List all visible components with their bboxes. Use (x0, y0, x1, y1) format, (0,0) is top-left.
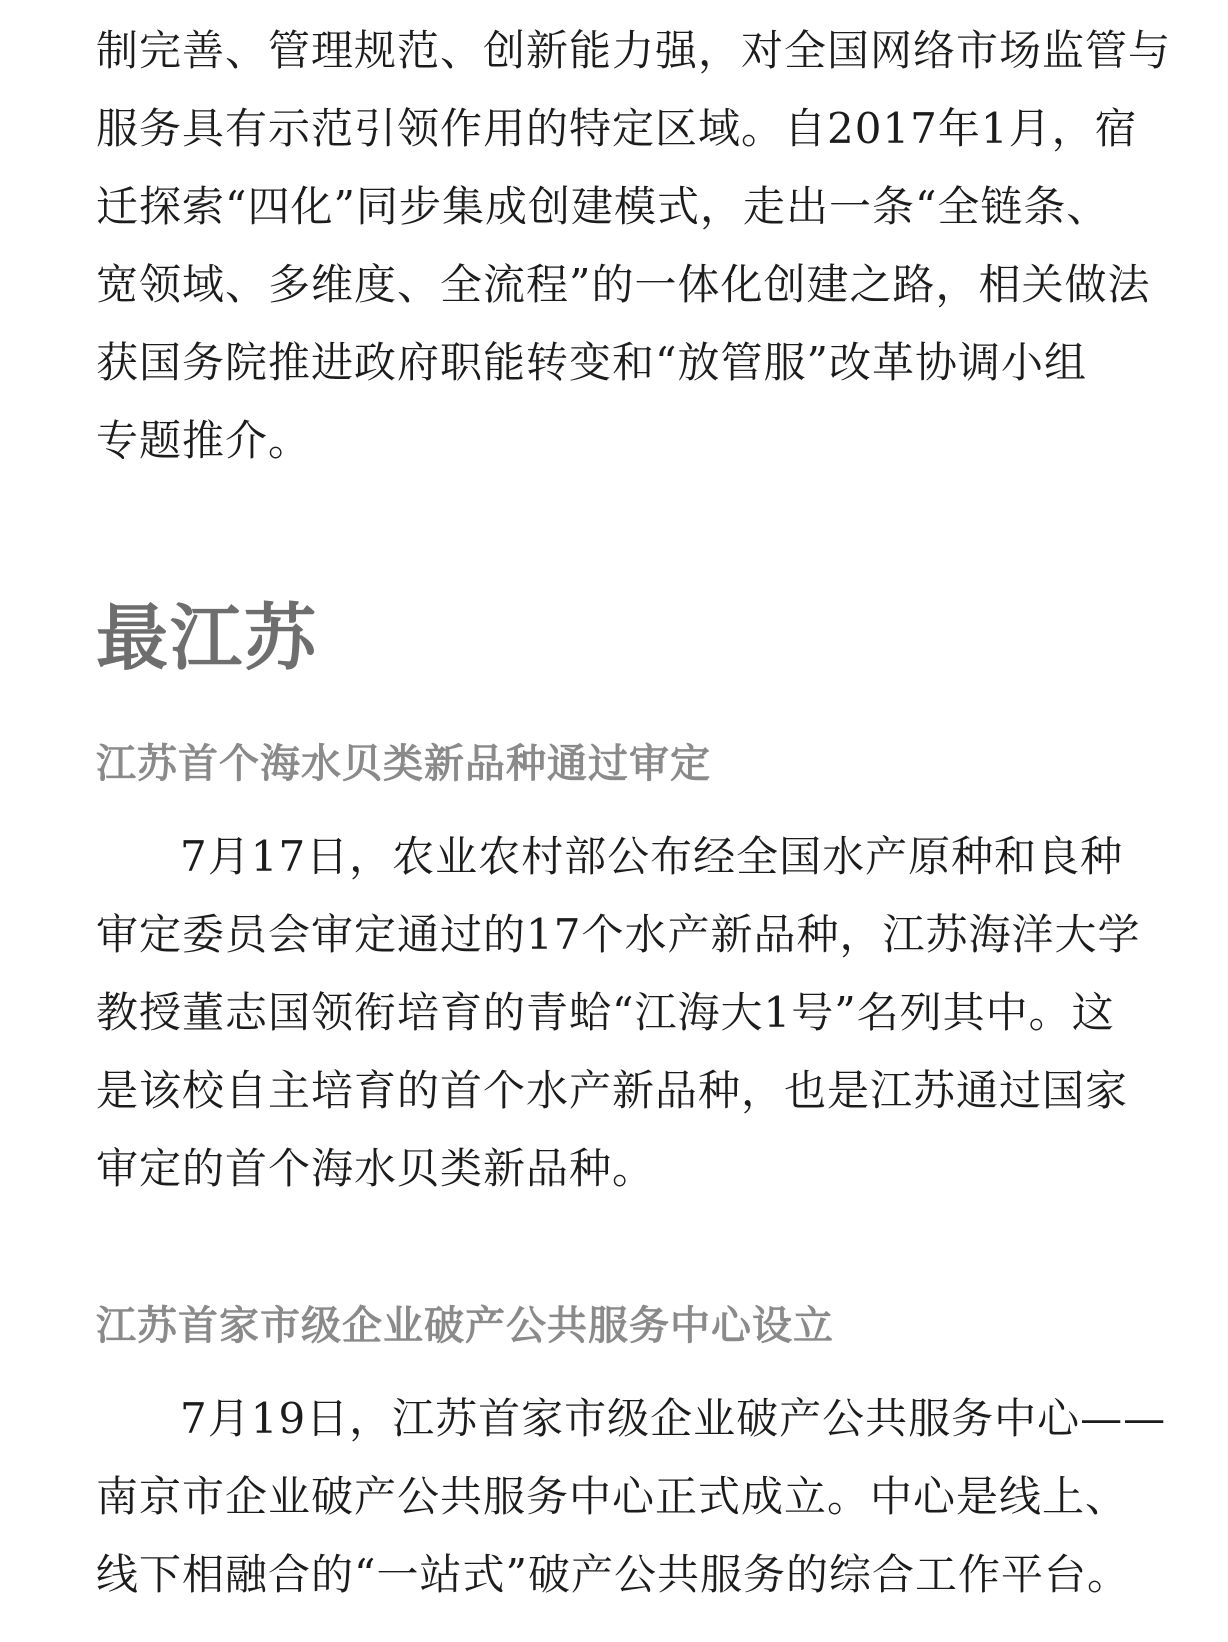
article-headline: 江苏首家市级企业破产公共服务中心设立 (96, 1302, 834, 1349)
article-line: 7月17日，农业农村部公布经全国水产原种和良种 (180, 832, 1124, 881)
article-line: 南京市企业破产公共服务中心正式成立。中心是线上、 (96, 1472, 1129, 1521)
article-line: 教授董志国领衔培育的青蛤“江海大1号”名列其中。这 (96, 988, 1115, 1037)
article-line: 线下相融合的“一站式”破产公共服务的综合工作平台。 (96, 1550, 1130, 1599)
intro-line: 获国务院推进政府职能转变和“放管服”改革协调小组 (96, 338, 1087, 387)
article-line: 审定的首个海水贝类新品种。 (96, 1144, 656, 1193)
intro-line: 制完善、管理规范、创新能力强，对全国网络市场监管与 (96, 26, 1172, 75)
article-headline: 江苏首个海水贝类新品种通过审定 (96, 740, 711, 787)
intro-line: 宽领域、多维度、全流程”的一体化创建之路，相关做法 (96, 260, 1151, 309)
article-line: 7月19日，江苏首家市级企业破产公共服务中心—— (180, 1394, 1167, 1443)
article-line: 是该校自主培育的首个水产新品种，也是江苏通过国家 (96, 1066, 1129, 1115)
article-line: 审定委员会审定通过的17个水产新品种，江苏海洋大学 (96, 910, 1141, 959)
article-body (96, 1380, 1166, 1614)
intro-line: 专题推介。 (96, 416, 312, 465)
intro-line: 迁探索“四化”同步集成创建模式，走出一条“全链条、 (96, 182, 1110, 231)
intro-line: 服务具有示范引领作用的特定区域。自2017年1月，宿 (96, 104, 1138, 153)
section-title: 最江苏 (96, 596, 319, 680)
article-body (96, 818, 1140, 1208)
intro-paragraph (96, 12, 1171, 480)
